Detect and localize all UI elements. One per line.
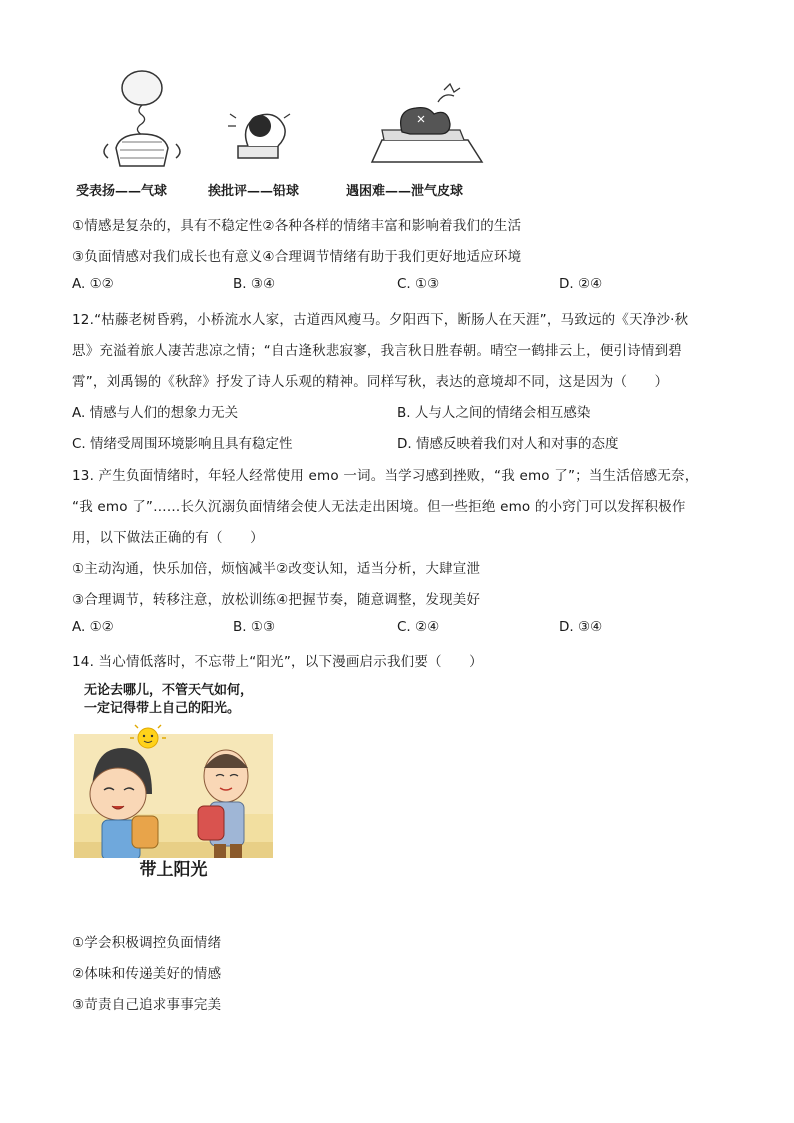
q14-statement-2: ②体味和传递美好的情感	[72, 966, 222, 982]
cartoon-caption-2: 挨批评——铅球	[208, 184, 300, 199]
comic-title: 带上阳光	[74, 858, 273, 882]
q11-option-d[interactable]: D. ②④	[559, 276, 603, 292]
q13-option-c[interactable]: C. ②④	[397, 619, 440, 635]
q12-stem-line-3: 霄”，刘禹锡的《秋辞》抒发了诗人乐观的精神。同样写秋，表达的意境却不同，这是因为（ ）	[72, 374, 669, 390]
q12-stem-line-2: 思》充溢着旅人凄苦悲凉之情；“自古逢秋悲寂寥，我言秋日胜春朝。晴空一鹤排云上，便引诗情到碧	[72, 343, 682, 359]
comic-caption-line-2: 一定记得带上自己的阳光。	[84, 701, 241, 716]
q14-stem: 14. 当心情低落时，不忘带上“阳光”，以下漫画启示我们要（ ）	[72, 654, 483, 670]
q13-statement-1: ①主动沟通，快乐加倍，烦恼减半②改变认知，适当分析，大肆宣泄	[72, 561, 481, 577]
q12-option-c[interactable]: C. 情绪受周围环境影响且具有稳定性	[72, 436, 293, 452]
cartoon-caption-1: 受表扬——气球	[76, 184, 168, 199]
q11-option-a[interactable]: A. ①②	[72, 276, 114, 292]
cartoon-balloon-image	[72, 62, 502, 182]
q11-option-c[interactable]: C. ①③	[397, 276, 440, 292]
q14-statement-3: ③苛责自己追求事事完美	[72, 997, 222, 1013]
comic-caption-line-1: 无论去哪儿，不管天气如何，	[84, 683, 254, 698]
q12-stem-line-1: 12.“枯藤老树昏鸦，小桥流水人家，古道西风瘦马。夕阳西下，断肠人在天涯”，马致远的《天净沙·秋	[72, 312, 689, 328]
q13-stem-line-1: 13. 产生负面情绪时，年轻人经常使用 emo 一词。当学习感到挫败，“我 emo 了”；当生活倍感无奈，	[72, 468, 699, 484]
q13-option-d[interactable]: D. ③④	[559, 619, 603, 635]
q12-option-a[interactable]: A. 情感与人们的想象力无关	[72, 405, 239, 421]
q11-statement-2: ③负面情感对我们成长也有意义④合理调节情绪有助于我们更好地适应环境	[72, 249, 522, 265]
q13-option-b[interactable]: B. ①③	[233, 619, 276, 635]
q11-option-b[interactable]: B. ③④	[233, 276, 276, 292]
q12-option-b[interactable]: B. 人与人之间的情绪会相互感染	[397, 405, 591, 421]
q11-statement-1: ①情感是复杂的，具有不稳定性②各种各样的情绪丰富和影响着我们的生活	[72, 218, 522, 234]
q13-option-a[interactable]: A. ①②	[72, 619, 114, 635]
q13-stem-line-3: 用，以下做法正确的有（ ）	[72, 530, 264, 546]
q13-statement-2: ③合理调节，转移注意，放松训练④把握节奏，随意调整，发现美好	[72, 592, 481, 608]
q12-option-d[interactable]: D. 情感反映着我们对人和对事的态度	[397, 436, 619, 452]
comic-panel	[74, 724, 273, 882]
cartoon-caption-3: 遇困难——泄气皮球	[346, 184, 464, 199]
cartoon-strip	[72, 62, 502, 202]
q14-statement-1: ①学会积极调控负面情绪	[72, 935, 222, 951]
q13-stem-line-2: “我 emo 了”……长久沉溺负面情绪会使人无法走出困境。但一些拒绝 emo 的小窍门可以发挥积极作	[72, 499, 686, 515]
